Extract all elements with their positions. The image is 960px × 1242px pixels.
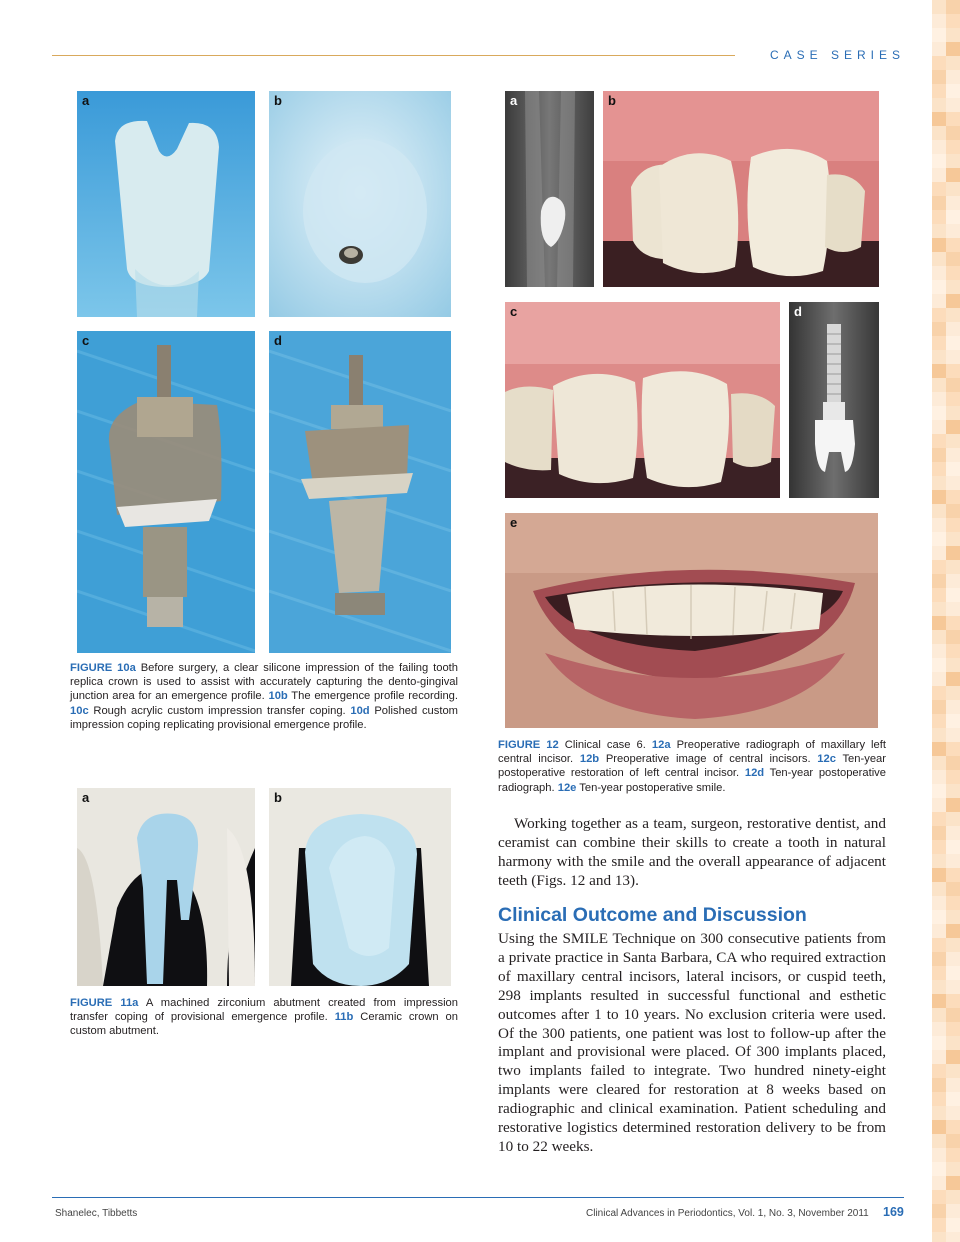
mosaic-tile	[932, 1022, 946, 1036]
mosaic-tile	[946, 308, 960, 322]
panel-letter: e	[510, 515, 518, 530]
mosaic-tile	[932, 532, 946, 546]
mosaic-tile	[946, 756, 960, 770]
mosaic-tile	[932, 392, 946, 406]
figure-10b-photo	[269, 91, 451, 317]
mosaic-tile	[946, 672, 960, 686]
mosaic-tile	[946, 1162, 960, 1176]
figure-label: FIGURE	[70, 997, 113, 1009]
mosaic-tile	[932, 1176, 946, 1190]
caption-text: Preoperative image of central incisors.	[599, 753, 818, 766]
mosaic-tile	[932, 462, 946, 476]
figure-10-caption	[70, 661, 458, 732]
mosaic-tile	[946, 1064, 960, 1078]
mosaic-tile	[946, 504, 960, 518]
footer-journal-citation: Clinical Advances in Periodontics, Vol. 1, No. 3, November 2011	[586, 1208, 869, 1219]
mosaic-tile	[946, 1148, 960, 1162]
mosaic-tile	[946, 196, 960, 210]
mosaic-tile	[932, 154, 946, 168]
mosaic-tile	[932, 70, 946, 84]
mosaic-tile	[946, 658, 960, 672]
mosaic-tile	[946, 42, 960, 56]
caption-text: Before surgery, a clear silicone impression of the failing tooth replica crown is used to assist with accurately capturing the dento-gingival junction area for an emergence profile.	[70, 662, 459, 703]
mosaic-tile	[946, 938, 960, 952]
footer-authors: Shanelec, Tibbetts	[55, 1208, 138, 1219]
figure-10a-photo	[77, 91, 255, 317]
mosaic-tile	[946, 252, 960, 266]
mosaic-tile	[946, 1036, 960, 1050]
decorative-edge-strip	[932, 0, 960, 1242]
mosaic-tile	[946, 966, 960, 980]
mosaic-tile	[946, 630, 960, 644]
mosaic-tile	[946, 98, 960, 112]
mosaic-tile	[932, 784, 946, 798]
mosaic-tile	[946, 56, 960, 70]
mosaic-tile	[932, 560, 946, 574]
mosaic-tile	[946, 700, 960, 714]
mosaic-tile	[932, 966, 946, 980]
mosaic-tile	[946, 448, 960, 462]
mosaic-tile	[946, 714, 960, 728]
body-paragraph-1: Working together as a team, surgeon, restorative dentist, and ceramist can combine their skills to create a tooth in natural harmony with the smile and the overall appearance of adjacent teeth (Figs. 12 and 13).	[498, 815, 886, 889]
mosaic-tile	[932, 14, 946, 28]
mosaic-tile	[946, 1204, 960, 1218]
caption-text: Preoperative radiograph of maxillary left central incisor.	[498, 739, 886, 766]
mosaic-tile	[932, 868, 946, 882]
mosaic-tile	[932, 602, 946, 616]
mosaic-tile	[946, 896, 960, 910]
mosaic-tile	[946, 224, 960, 238]
mosaic-tile	[932, 1106, 946, 1120]
figure-12d-radiograph	[789, 302, 879, 498]
panel-letter: a	[82, 790, 90, 805]
mosaic-tile	[932, 252, 946, 266]
mosaic-tile	[946, 574, 960, 588]
mosaic-tile	[946, 560, 960, 574]
figure-ref: 12b	[579, 753, 600, 766]
mosaic-tile	[932, 266, 946, 280]
figure-10c-photo	[77, 331, 255, 653]
figure-ref: 10c	[70, 704, 89, 717]
mosaic-tile	[932, 588, 946, 602]
mosaic-tile	[932, 1148, 946, 1162]
mosaic-tile	[946, 518, 960, 532]
footer-rule	[52, 1197, 904, 1198]
mosaic-tile	[946, 602, 960, 616]
figure-ref: 11a	[120, 997, 139, 1009]
mosaic-tile	[932, 476, 946, 490]
mosaic-tile	[932, 742, 946, 756]
mosaic-tile	[946, 378, 960, 392]
mosaic-tile	[932, 210, 946, 224]
mosaic-tile	[932, 1036, 946, 1050]
mosaic-tile	[932, 238, 946, 252]
mosaic-tile	[932, 714, 946, 728]
mosaic-tile	[932, 644, 946, 658]
mosaic-tile	[946, 336, 960, 350]
mosaic-tile	[946, 1008, 960, 1022]
mosaic-tile	[946, 168, 960, 182]
mosaic-tile	[946, 84, 960, 98]
mosaic-tile	[932, 112, 946, 126]
mosaic-tile	[946, 742, 960, 756]
header-rule	[52, 55, 735, 56]
panel-letter: a	[82, 93, 90, 108]
mosaic-tile	[932, 896, 946, 910]
figure-ref: 12d	[744, 767, 765, 780]
panel-letter: d	[794, 304, 802, 319]
mosaic-tile	[932, 224, 946, 238]
mosaic-tile	[932, 812, 946, 826]
caption-text: Clinical case 6.	[558, 739, 652, 751]
mosaic-tile	[932, 308, 946, 322]
mosaic-tile	[932, 490, 946, 504]
mosaic-tile	[932, 826, 946, 840]
mosaic-tile	[932, 798, 946, 812]
mosaic-tile	[932, 1092, 946, 1106]
mosaic-tile	[932, 658, 946, 672]
mosaic-tile	[946, 1134, 960, 1148]
body-paragraph-2: Using the SMILE Technique on 300 consecutive patients from a private practice in Santa Barbara, CA who required extraction of maxillary central incisors, lateral incisors, or cuspid teeth, 298 implants resulted in successful functional and esthetic outcomes after 1 to 10 years. No exclusion criteria were used. Of the 300 patients, one patient was lost to follow-up after the implant and provisional were placed. Of 300 implants placed, two implants failed to integrate. Two hundred ninety-eight implants were cleared for restoration at 8 weeks based on radiographic and clinical examination. Patient scheduling and restorative logistics determined restoration delivery to be from 10 to 22 weeks.	[498, 930, 886, 1155]
mosaic-tile	[946, 462, 960, 476]
mosaic-tile	[932, 728, 946, 742]
mosaic-tile	[946, 490, 960, 504]
mosaic-tile	[932, 1120, 946, 1134]
figure-label: FIGURE	[498, 739, 541, 751]
mosaic-tile	[932, 84, 946, 98]
panel-letter: a	[510, 93, 518, 108]
mosaic-tile	[932, 854, 946, 868]
mosaic-tile	[932, 756, 946, 770]
mosaic-tile	[946, 322, 960, 336]
figure-ref: 10d	[350, 704, 370, 717]
mosaic-tile	[946, 784, 960, 798]
mosaic-tile	[946, 882, 960, 896]
mosaic-tile	[946, 154, 960, 168]
figure-ref: 10b	[268, 690, 288, 703]
mosaic-tile	[946, 280, 960, 294]
mosaic-tile	[932, 1218, 946, 1232]
figure-11-caption	[70, 996, 458, 1039]
figure-11a-photo	[77, 788, 255, 986]
section-heading: Clinical Outcome and Discussion	[498, 904, 807, 926]
mosaic-tile	[932, 196, 946, 210]
mosaic-tile	[946, 1078, 960, 1092]
mosaic-tile	[932, 378, 946, 392]
mosaic-tile	[946, 140, 960, 154]
mosaic-tile	[932, 336, 946, 350]
mosaic-tile	[932, 322, 946, 336]
panel-letter: b	[608, 93, 616, 108]
mosaic-tile	[946, 588, 960, 602]
mosaic-tile	[946, 294, 960, 308]
panel-letter: c	[82, 333, 90, 348]
mosaic-tile	[932, 504, 946, 518]
mosaic-tile	[946, 70, 960, 84]
figure-label: FIGURE	[70, 662, 113, 674]
mosaic-tile	[932, 406, 946, 420]
figure-11b-photo	[269, 788, 451, 986]
mosaic-tile	[932, 994, 946, 1008]
mosaic-tile	[932, 980, 946, 994]
mosaic-tile	[932, 1204, 946, 1218]
mosaic-tile	[932, 1078, 946, 1092]
mosaic-tile	[946, 826, 960, 840]
mosaic-tile	[946, 210, 960, 224]
mosaic-tile	[946, 644, 960, 658]
mosaic-tile	[932, 294, 946, 308]
mosaic-tile	[932, 700, 946, 714]
mosaic-tile	[946, 1176, 960, 1190]
mosaic-tile	[932, 616, 946, 630]
mosaic-tile	[932, 574, 946, 588]
mosaic-tile	[946, 420, 960, 434]
mosaic-tile	[946, 1218, 960, 1232]
mosaic-tile	[946, 434, 960, 448]
figure-12-caption	[498, 738, 886, 795]
figure-ref: 12c	[817, 753, 836, 766]
caption-text: Polished custom impression coping replicating provisional emergence profile.	[70, 704, 459, 731]
mosaic-tile	[932, 42, 946, 56]
mosaic-tile	[946, 770, 960, 784]
mosaic-tile	[946, 1106, 960, 1120]
mosaic-tile	[932, 770, 946, 784]
mosaic-tile	[932, 952, 946, 966]
mosaic-tile	[946, 728, 960, 742]
mosaic-tile	[932, 518, 946, 532]
mosaic-tile	[946, 1050, 960, 1064]
mosaic-tile	[932, 1162, 946, 1176]
figure-ref: 12	[546, 739, 559, 751]
mosaic-tile	[946, 616, 960, 630]
mosaic-tile	[946, 1232, 960, 1242]
mosaic-tile	[946, 924, 960, 938]
figure-12a-radiograph	[505, 91, 594, 287]
mosaic-tile	[932, 168, 946, 182]
mosaic-tile	[946, 266, 960, 280]
panel-letter: c	[510, 304, 518, 319]
figure-10d-photo	[269, 331, 451, 653]
mosaic-tile	[932, 0, 946, 14]
mosaic-tile	[932, 420, 946, 434]
mosaic-tile	[932, 434, 946, 448]
mosaic-tile	[932, 1008, 946, 1022]
mosaic-tile	[932, 182, 946, 196]
mosaic-tile	[932, 1134, 946, 1148]
mosaic-tile	[932, 98, 946, 112]
mosaic-tile	[932, 56, 946, 70]
page-number: 169	[883, 1205, 904, 1219]
mosaic-tile	[946, 798, 960, 812]
mosaic-tile	[946, 476, 960, 490]
mosaic-tile	[932, 364, 946, 378]
mosaic-tile	[946, 980, 960, 994]
figure-12e-photo	[505, 513, 878, 728]
figure-ref: 11b	[334, 1011, 354, 1024]
mosaic-tile	[946, 112, 960, 126]
mosaic-tile	[946, 406, 960, 420]
caption-text: Ten-year postoperative smile.	[576, 781, 726, 794]
panel-letter: b	[274, 93, 282, 108]
mosaic-tile	[946, 910, 960, 924]
mosaic-tile	[946, 868, 960, 882]
figure-12b-photo	[603, 91, 879, 287]
mosaic-tile	[932, 882, 946, 896]
mosaic-tile	[946, 364, 960, 378]
mosaic-tile	[946, 1190, 960, 1204]
caption-text: Ten-year postoperative radiograph.	[498, 767, 887, 794]
figure-ref: 12e	[557, 781, 577, 794]
mosaic-tile	[932, 630, 946, 644]
mosaic-tile	[946, 14, 960, 28]
figure-ref: 12a	[651, 739, 671, 751]
figure-12c-photo	[505, 302, 780, 498]
mosaic-tile	[946, 392, 960, 406]
mosaic-tile	[946, 840, 960, 854]
panel-letter: b	[274, 790, 282, 805]
mosaic-tile	[946, 126, 960, 140]
mosaic-tile	[946, 182, 960, 196]
mosaic-tile	[932, 140, 946, 154]
caption-text: A machined zirconium abutment created from impression transfer coping of provisional emergence profile.	[70, 997, 459, 1024]
mosaic-tile	[932, 924, 946, 938]
mosaic-tile	[932, 840, 946, 854]
mosaic-tile	[932, 28, 946, 42]
figure-ref: 10a	[117, 662, 136, 674]
caption-text: The emergence profile recording.	[287, 690, 458, 703]
mosaic-tile	[932, 910, 946, 924]
caption-text: Ten-year postoperative restoration of left central incisor.	[498, 753, 886, 780]
mosaic-tile	[932, 126, 946, 140]
mosaic-tile	[932, 686, 946, 700]
mosaic-tile	[946, 0, 960, 14]
mosaic-tile	[946, 854, 960, 868]
caption-text: Rough acrylic custom impression transfer coping.	[88, 704, 351, 717]
mosaic-tile	[946, 238, 960, 252]
mosaic-tile	[946, 1022, 960, 1036]
mosaic-tile	[932, 938, 946, 952]
mosaic-tile	[946, 1120, 960, 1134]
panel-letter: d	[274, 333, 282, 348]
mosaic-tile	[946, 532, 960, 546]
mosaic-tile	[932, 1064, 946, 1078]
mosaic-tile	[946, 952, 960, 966]
mosaic-tile	[932, 280, 946, 294]
mosaic-tile	[932, 1190, 946, 1204]
section-label: CASE SERIES	[770, 48, 906, 62]
mosaic-tile	[946, 686, 960, 700]
mosaic-tile	[946, 350, 960, 364]
mosaic-tile	[946, 546, 960, 560]
mosaic-tile	[946, 994, 960, 1008]
mosaic-tile	[932, 350, 946, 364]
mosaic-tile	[946, 28, 960, 42]
mosaic-tile	[932, 1232, 946, 1242]
caption-text: Ceramic crown on custom abutment.	[70, 1011, 459, 1038]
mosaic-tile	[946, 1092, 960, 1106]
mosaic-tile	[932, 1050, 946, 1064]
mosaic-tile	[946, 812, 960, 826]
mosaic-tile	[932, 546, 946, 560]
mosaic-tile	[932, 448, 946, 462]
mosaic-tile	[932, 672, 946, 686]
